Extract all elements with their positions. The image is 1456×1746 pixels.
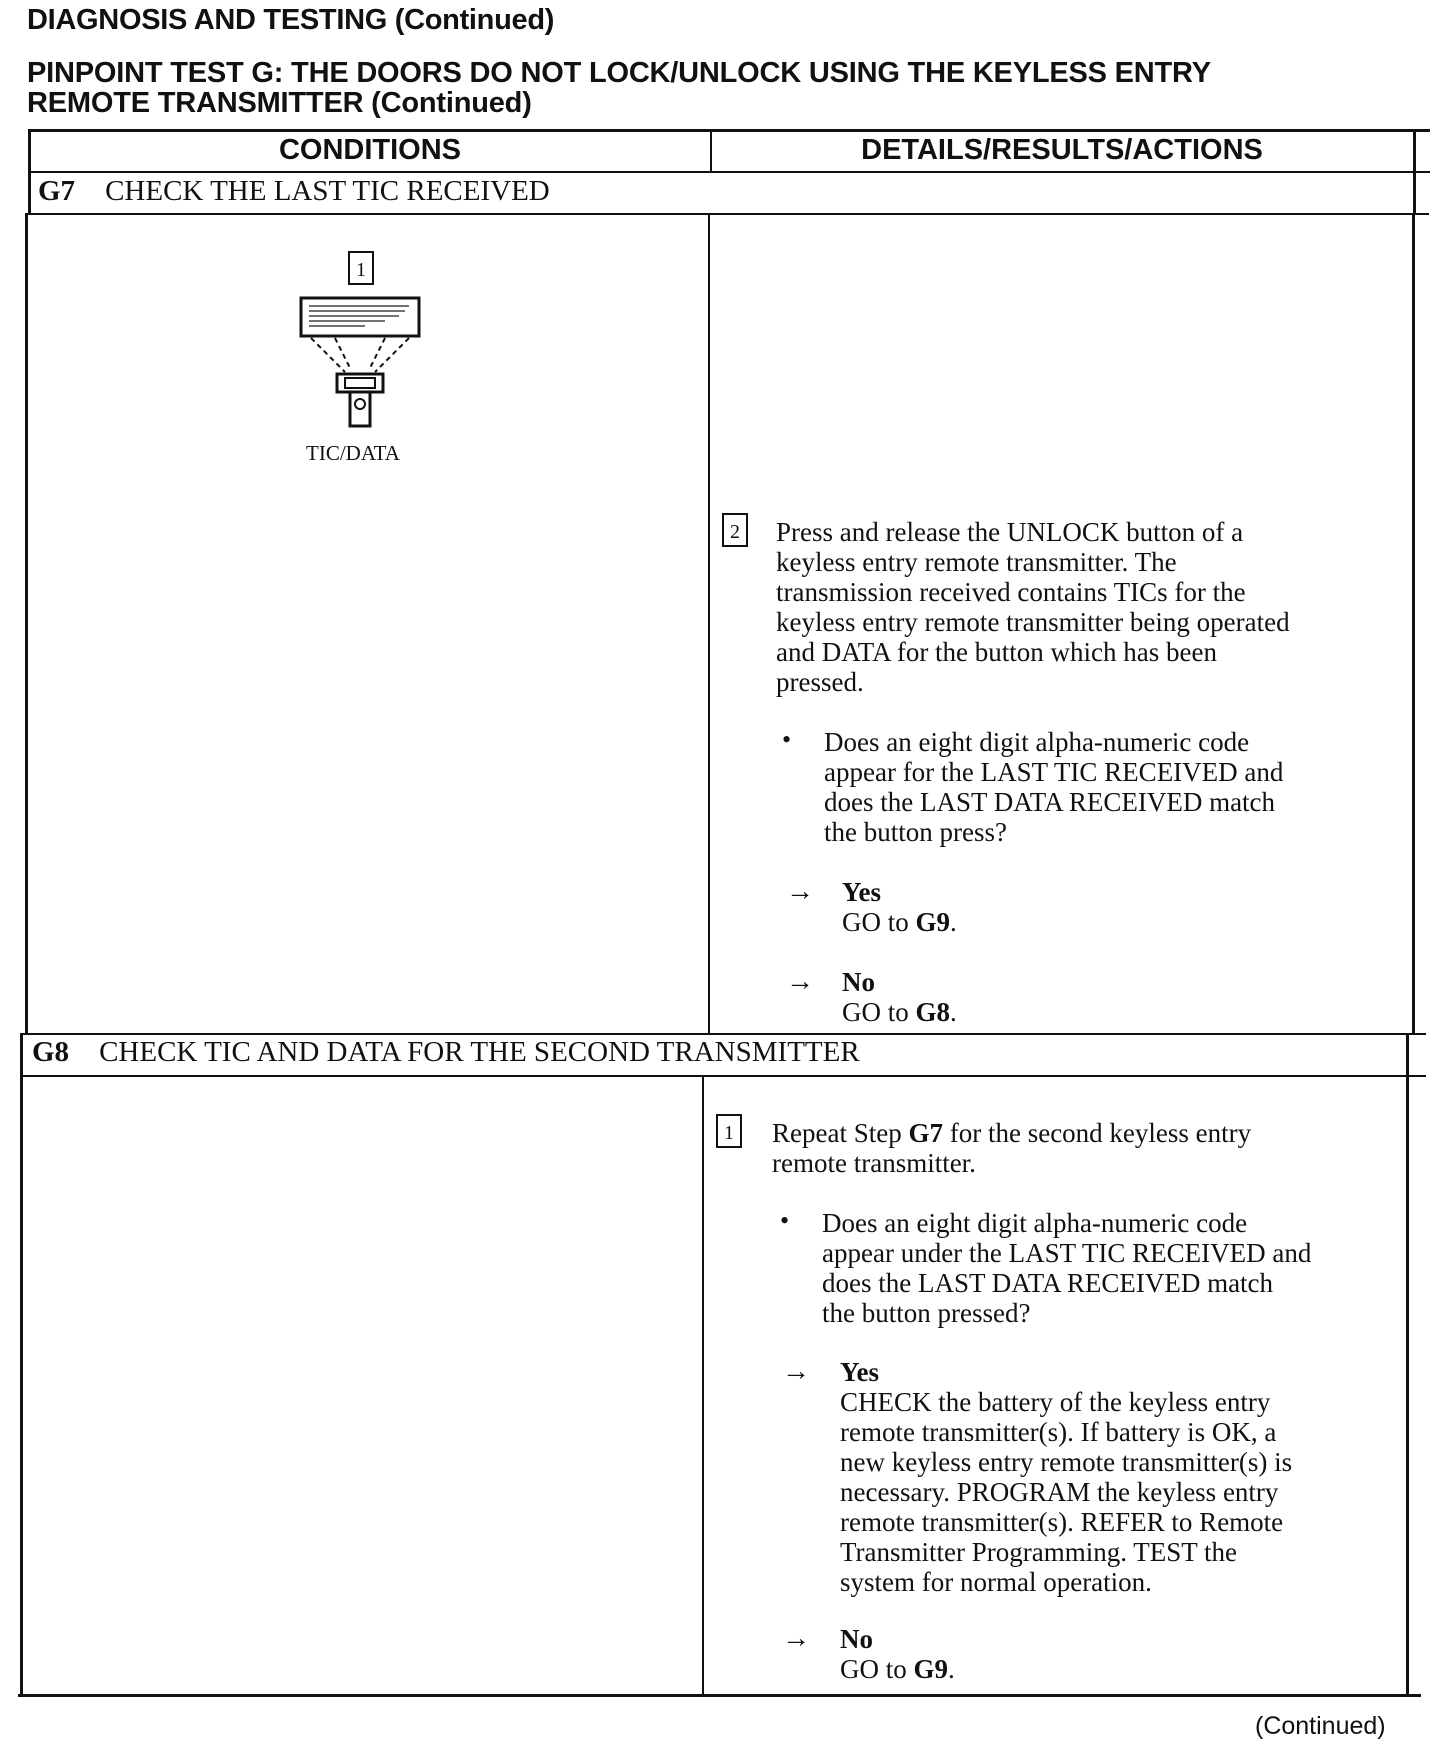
g8-step-number: G8 [32, 1036, 70, 1068]
g8-instruction-post: for the second keyless entry [949, 1118, 1252, 1148]
g8-instruction-pre: Repeat Step [772, 1118, 902, 1148]
table-border-right-a [1413, 129, 1416, 215]
g8-substep-box: 1 [716, 1114, 742, 1148]
g8-yes-action-line: system for normal operation. [840, 1567, 1152, 1597]
column-divider-g8 [702, 1075, 704, 1695]
g7-figure-step-box: 1 [348, 251, 374, 285]
g7-no-arrow: → [786, 966, 814, 997]
column-divider-g7 [708, 213, 710, 1035]
g8-yes-action-line: new keyless entry remote transmitter(s) is [840, 1447, 1293, 1477]
g8-instruction [772, 1118, 1402, 1178]
g8-no-go: GO to [840, 1654, 907, 1684]
g7-yes-arrow: → [786, 876, 814, 907]
header-row-divider [28, 171, 1430, 173]
g8-question-line: the button pressed? [822, 1298, 1031, 1328]
g7-no-go: GO to [842, 997, 909, 1027]
g8-no-arrow: → [782, 1623, 810, 1654]
g7-yes-answer: Yes GO to G9. [842, 877, 957, 937]
g8-no-answer: No GO to G9. [840, 1624, 955, 1684]
page-title: DIAGNOSIS AND TESTING (Continued) [27, 4, 555, 36]
g8-question-line: appear under the LAST TIC RECEIVED and [822, 1238, 1312, 1268]
g7-figure-caption: TIC/DATA [306, 441, 400, 465]
g7-substep-box: 2 [722, 513, 748, 547]
g8-question-bullet: • [780, 1206, 790, 1235]
g8-question-line: Does an eight digit alpha-numeric code [822, 1208, 1248, 1238]
g8-no-target: G9 [913, 1654, 949, 1684]
g7-instruction-line: keyless entry remote transmitter. The [776, 547, 1177, 577]
g7-no-label: No [842, 967, 875, 997]
continued-footer: (Continued) [1255, 1712, 1386, 1740]
column-header-conditions: CONDITIONS [278, 134, 462, 166]
table-border-top [28, 129, 1430, 132]
g8-yes-arrow: → [782, 1356, 810, 1387]
g8-instruction-ref: G7 [908, 1118, 943, 1148]
table-border-left-b [25, 213, 28, 1035]
g8-step-title: CHECK TIC AND DATA FOR THE SECOND TRANSMITTER [99, 1036, 860, 1068]
g8-title-divider [22, 1075, 1426, 1077]
pinpoint-test-title-line1: PINPOINT TEST G: THE DOORS DO NOT LOCK/UNLOCK USING THE KEYLESS ENTRY [27, 57, 1211, 89]
g7-question-line: the button press? [824, 817, 1007, 847]
g7-yes-go: GO to [842, 907, 909, 937]
g8-yes-answer [840, 1357, 1410, 1597]
table-border-right-b [1412, 213, 1415, 1035]
table-border-left-c [20, 1033, 23, 1697]
g7-instruction-line: keyless entry remote transmitter being operated [776, 607, 1290, 637]
g7-question-line: Does an eight digit alpha-numeric code [824, 727, 1250, 757]
g8-no-label: No [840, 1624, 873, 1654]
g8-question [822, 1208, 1412, 1328]
pinpoint-test-title [27, 58, 1211, 118]
g7-yes-target: G9 [915, 907, 951, 937]
column-header-details: DETAILS/RESULTS/ACTIONS [861, 134, 1263, 166]
g8-yes-action-line: remote transmitter(s). REFER to Remote [840, 1507, 1284, 1537]
g7-instruction-line: and DATA for the button which has been [776, 637, 1217, 667]
g8-question-line: does the LAST DATA RECEIVED match [822, 1268, 1274, 1298]
g7-instruction-line: Press and release the UNLOCK button of a [776, 517, 1244, 547]
g8-yes-label: Yes [840, 1357, 879, 1387]
g7-question-bullet: • [782, 725, 792, 754]
g7-instruction [776, 517, 1406, 697]
g7-yes-label: Yes [842, 877, 881, 907]
table-border-bottom [18, 1694, 1421, 1697]
g7-step-title: CHECK THE LAST TIC RECEIVED [105, 175, 550, 207]
g8-step-heading [32, 1036, 860, 1069]
g7-instruction-line: transmission received contains TICs for the [776, 577, 1246, 607]
g8-instruction-line2: remote transmitter. [772, 1148, 976, 1178]
g7-step-number: G7 [38, 175, 76, 207]
g7-no-target: G8 [915, 997, 951, 1027]
g8-yes-action-line: necessary. PROGRAM the keyless entry [840, 1477, 1279, 1507]
g7-no-answer: No GO to G8. [842, 967, 957, 1027]
g7-instruction-line: pressed. [776, 667, 864, 697]
g8-top-divider [23, 1033, 1426, 1035]
g7-title-divider [26, 213, 1429, 215]
g7-question-line: does the LAST DATA RECEIVED match [824, 787, 1276, 817]
pinpoint-test-title-line2: REMOTE TRANSMITTER (Continued) [27, 87, 532, 119]
g8-yes-action-line: remote transmitter(s). If battery is OK, a [840, 1417, 1277, 1447]
g7-question-line: appear for the LAST TIC RECEIVED and [824, 757, 1284, 787]
g8-yes-action-line: Transmitter Programming. TEST the [840, 1537, 1237, 1567]
g7-question [824, 727, 1404, 847]
g8-yes-action-line: CHECK the battery of the keyless entry [840, 1387, 1271, 1417]
g7-step-heading [38, 175, 550, 208]
